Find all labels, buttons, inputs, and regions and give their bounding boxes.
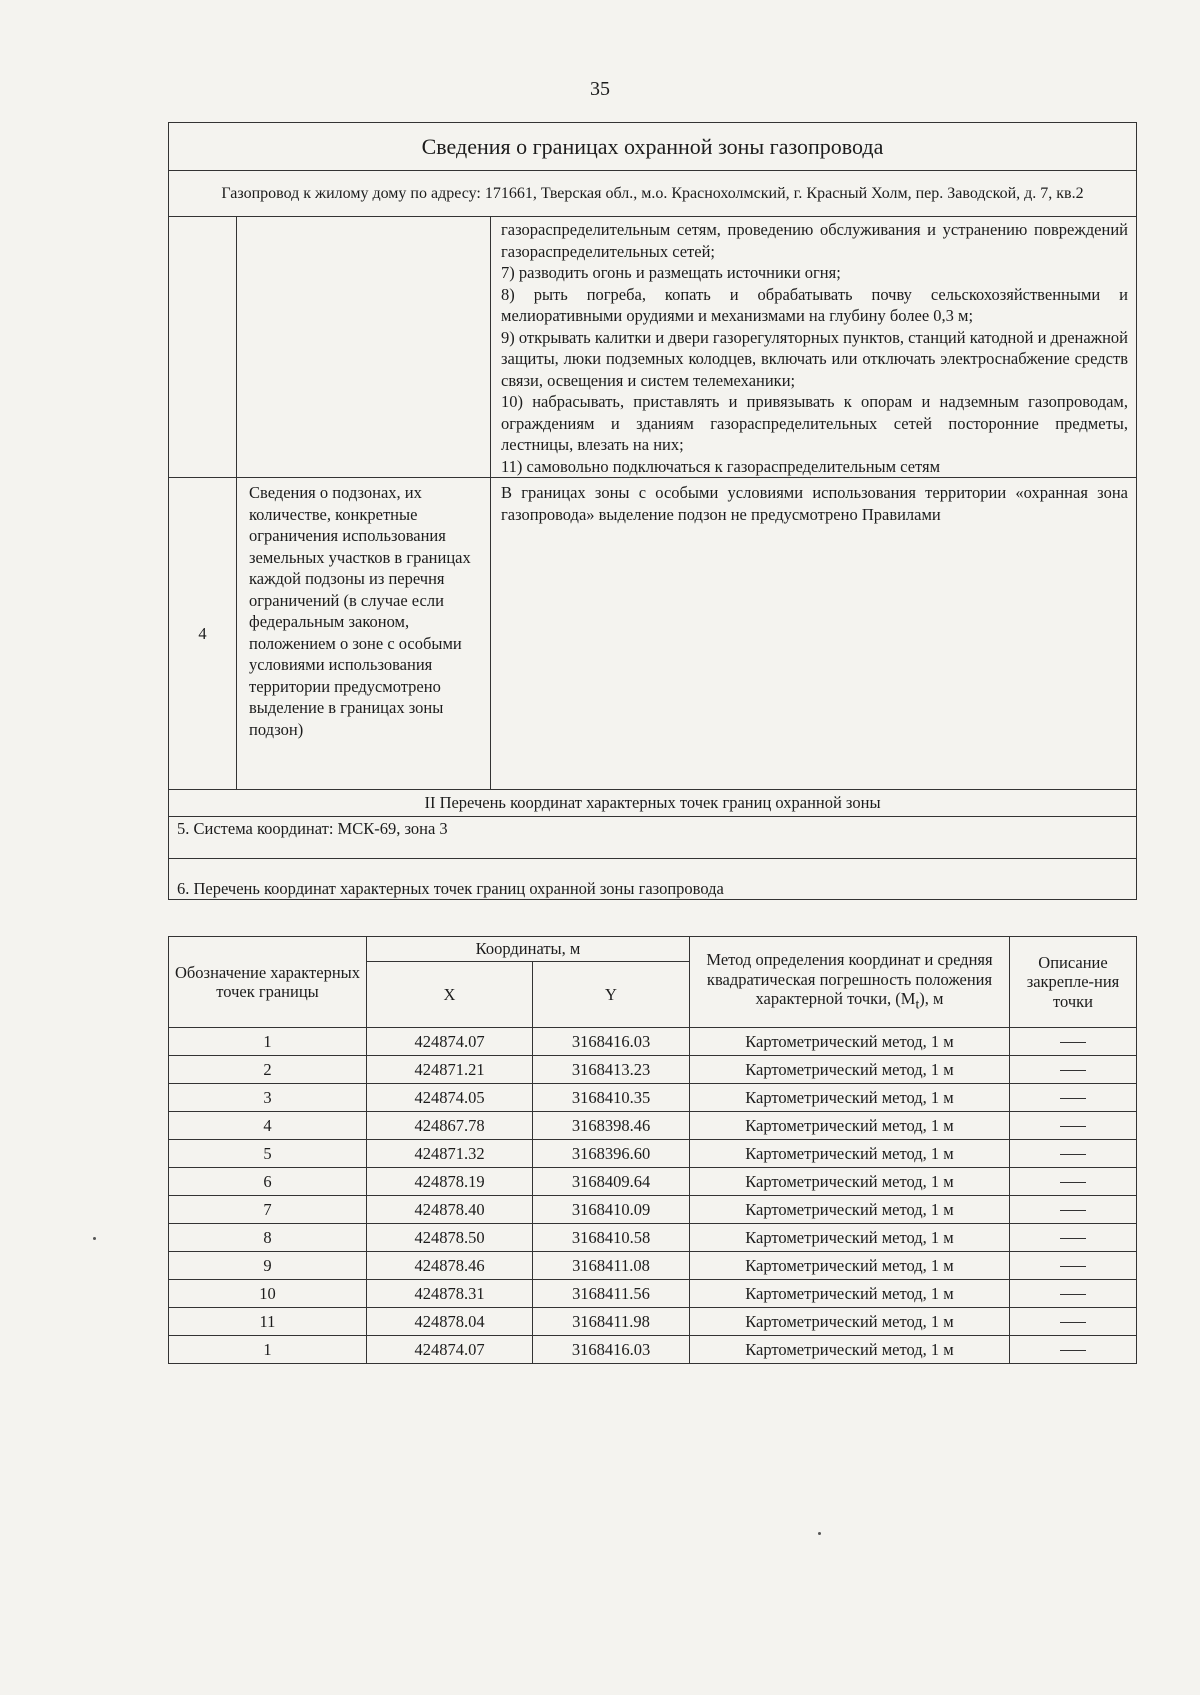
description-cell xyxy=(1010,1140,1137,1168)
table-row xyxy=(169,1196,1137,1224)
restriction-item: 9) открывать калитки и двери газорегуляторных пунктов, станций катодной и дренажной защиты, люки подземных колодцев, включать или отключать электроснабжение средств связи, освещения и систем телемеханики; xyxy=(501,327,1128,390)
method: Картометрический метод, 1 м xyxy=(690,1252,1010,1280)
header-x: X xyxy=(367,962,533,1028)
description-cell xyxy=(1010,1084,1137,1112)
coord-x: 424878.50 xyxy=(367,1224,533,1252)
method: Картометрический метод, 1 м xyxy=(690,1112,1010,1140)
coord-y: 3168411.08 xyxy=(533,1252,690,1280)
page-number: 35 xyxy=(590,78,610,100)
restrictions-list xyxy=(491,217,1137,478)
coord-x: 424878.40 xyxy=(367,1196,533,1224)
header-method-unit: ), м xyxy=(919,989,944,1009)
point-number: 2 xyxy=(169,1056,367,1084)
coord-y: 3168411.98 xyxy=(533,1308,690,1336)
header-method-text: Метод определения координат и средняя квадратическая погрешность положения характерной точки, (M xyxy=(706,950,993,1009)
section-2-title: II Перечень координат характерных точек границ охранной зоны xyxy=(169,790,1137,817)
dash-mark xyxy=(1060,1266,1086,1267)
coord-y: 3168411.56 xyxy=(533,1280,690,1308)
scan-speck xyxy=(93,1237,96,1240)
dash-mark xyxy=(1060,1042,1086,1043)
header-method-sub: t xyxy=(915,996,920,1012)
header-point: Обозначение характерных точек границы xyxy=(169,937,367,1028)
dash-mark xyxy=(1060,1238,1086,1239)
point-number: 4 xyxy=(169,1112,367,1140)
table-row xyxy=(169,1336,1137,1364)
restriction-item: 10) набрасывать, приставлять и привязывать к опорам и надземным газопроводам, ограждениям и зданиям газораспределительных сетей посторонние предметы, лестницы, влезать на них; xyxy=(501,392,1128,454)
coord-x: 424867.78 xyxy=(367,1112,533,1140)
restriction-item: 7) разводить огонь и размещать источники огня; xyxy=(501,263,841,282)
coord-y: 3168409.64 xyxy=(533,1168,690,1196)
subzones-row xyxy=(169,478,1137,790)
method: Картометрический метод, 1 м xyxy=(690,1336,1010,1364)
description-cell xyxy=(1010,1224,1137,1252)
coord-y: 3168410.35 xyxy=(533,1084,690,1112)
description-cell xyxy=(1010,1028,1137,1056)
dash-mark xyxy=(1060,1182,1086,1183)
restrictions-row xyxy=(169,217,1137,478)
dash-mark xyxy=(1060,1126,1086,1127)
coord-y: 3168410.09 xyxy=(533,1196,690,1224)
point-number: 1 xyxy=(169,1028,367,1056)
subzones-label: Сведения о подзонах, их количестве, конкретные ограничения использования земельных участков в границах каждой подзоны из перечня ограничений (в случае если федеральным законом, положением о зоне с особыми условиями использования территории предусмотрено выделение в границах зоны подзон) xyxy=(237,478,491,790)
coordinate-system: 5. Система координат: МСК-69, зона 3 xyxy=(169,817,1137,859)
header-y: Y xyxy=(533,962,690,1028)
table-row xyxy=(169,1028,1137,1056)
coord-x: 424871.32 xyxy=(367,1140,533,1168)
restriction-item: газораспределительным сетям, проведению обслуживания и устранению повреждений газораспределительных сетей; xyxy=(501,220,1128,261)
coord-x: 424874.07 xyxy=(367,1028,533,1056)
dash-mark xyxy=(1060,1154,1086,1155)
table-row xyxy=(169,1168,1137,1196)
coord-x: 424878.31 xyxy=(367,1280,533,1308)
point-number: 1 xyxy=(169,1336,367,1364)
method: Картометрический метод, 1 м xyxy=(690,1224,1010,1252)
dash-mark xyxy=(1060,1294,1086,1295)
method: Картометрический метод, 1 м xyxy=(690,1084,1010,1112)
coord-y: 3168416.03 xyxy=(533,1336,690,1364)
header-description: Описание закрепле-ния точки xyxy=(1010,937,1137,1028)
method: Картометрический метод, 1 м xyxy=(690,1140,1010,1168)
coord-y: 3168413.23 xyxy=(533,1056,690,1084)
coord-y: 3168396.60 xyxy=(533,1140,690,1168)
coordinate-list-title: 6. Перечень координат характерных точек границ охранной зоны газопровода xyxy=(169,859,1137,900)
coord-y: 3168410.58 xyxy=(533,1224,690,1252)
description-cell xyxy=(1010,1252,1137,1280)
table-row xyxy=(169,1224,1137,1252)
table-row xyxy=(169,1140,1137,1168)
coordinates-table xyxy=(168,936,1137,1364)
scan-speck xyxy=(818,1532,821,1535)
point-number: 11 xyxy=(169,1308,367,1336)
description-cell xyxy=(1010,1280,1137,1308)
method: Картометрический метод, 1 м xyxy=(690,1028,1010,1056)
point-number: 3 xyxy=(169,1084,367,1112)
subzones-number: 4 xyxy=(169,478,237,790)
dash-mark xyxy=(1060,1070,1086,1071)
table-row xyxy=(169,1056,1137,1084)
coord-x: 424874.05 xyxy=(367,1084,533,1112)
header-coordinates: Координаты, м xyxy=(367,937,690,962)
subzones-value: В границах зоны с особыми условиями использования территории «охранная зона газопровода» выделение подзон не предусмотрено Правилами xyxy=(491,478,1137,790)
description-cell xyxy=(1010,1308,1137,1336)
description-cell xyxy=(1010,1056,1137,1084)
point-number: 5 xyxy=(169,1140,367,1168)
restrictions-number-cell xyxy=(169,217,237,478)
coord-x: 424874.07 xyxy=(367,1336,533,1364)
method: Картометрический метод, 1 м xyxy=(690,1280,1010,1308)
description-cell xyxy=(1010,1112,1137,1140)
method: Картометрический метод, 1 м xyxy=(690,1308,1010,1336)
coord-x: 424871.21 xyxy=(367,1056,533,1084)
restriction-item: 8) рыть погреба, копать и обрабатывать почву сельскохозяйственными и мелиоративными орудиями и механизмами на глубину более 0,3 м; xyxy=(501,284,1128,325)
restriction-item: 11) самовольно подключаться к газораспределительным сетям xyxy=(501,456,941,476)
dash-mark xyxy=(1060,1350,1086,1351)
header-method xyxy=(690,937,1010,1028)
dash-mark xyxy=(1060,1098,1086,1099)
table-row xyxy=(169,1308,1137,1336)
method: Картометрический метод, 1 м xyxy=(690,1056,1010,1084)
point-number: 9 xyxy=(169,1252,367,1280)
table-row xyxy=(169,1280,1137,1308)
dash-mark xyxy=(1060,1322,1086,1323)
coord-y: 3168416.03 xyxy=(533,1028,690,1056)
coord-x: 424878.46 xyxy=(367,1252,533,1280)
point-number: 8 xyxy=(169,1224,367,1252)
point-number: 7 xyxy=(169,1196,367,1224)
table-row xyxy=(169,1112,1137,1140)
object-address: Газопровод к жилому дому по адресу: 171661, Тверская обл., м.о. Краснохолмский, г. Красный Холм, пер. Заводской, д. 7, кв.2 xyxy=(169,171,1137,217)
description-cell xyxy=(1010,1168,1137,1196)
coord-x: 424878.19 xyxy=(367,1168,533,1196)
coord-y: 3168398.46 xyxy=(533,1112,690,1140)
document-title: Сведения о границах охранной зоны газопровода xyxy=(169,123,1137,171)
point-number: 10 xyxy=(169,1280,367,1308)
table-row xyxy=(169,1084,1137,1112)
point-number: 6 xyxy=(169,1168,367,1196)
zone-info-table xyxy=(168,122,1137,900)
dash-mark xyxy=(1060,1210,1086,1211)
method: Картометрический метод, 1 м xyxy=(690,1196,1010,1224)
method: Картометрический метод, 1 м xyxy=(690,1168,1010,1196)
coord-x: 424878.04 xyxy=(367,1308,533,1336)
description-cell xyxy=(1010,1196,1137,1224)
description-cell xyxy=(1010,1336,1137,1364)
restrictions-label-cell xyxy=(237,217,491,478)
table-row xyxy=(169,1252,1137,1280)
